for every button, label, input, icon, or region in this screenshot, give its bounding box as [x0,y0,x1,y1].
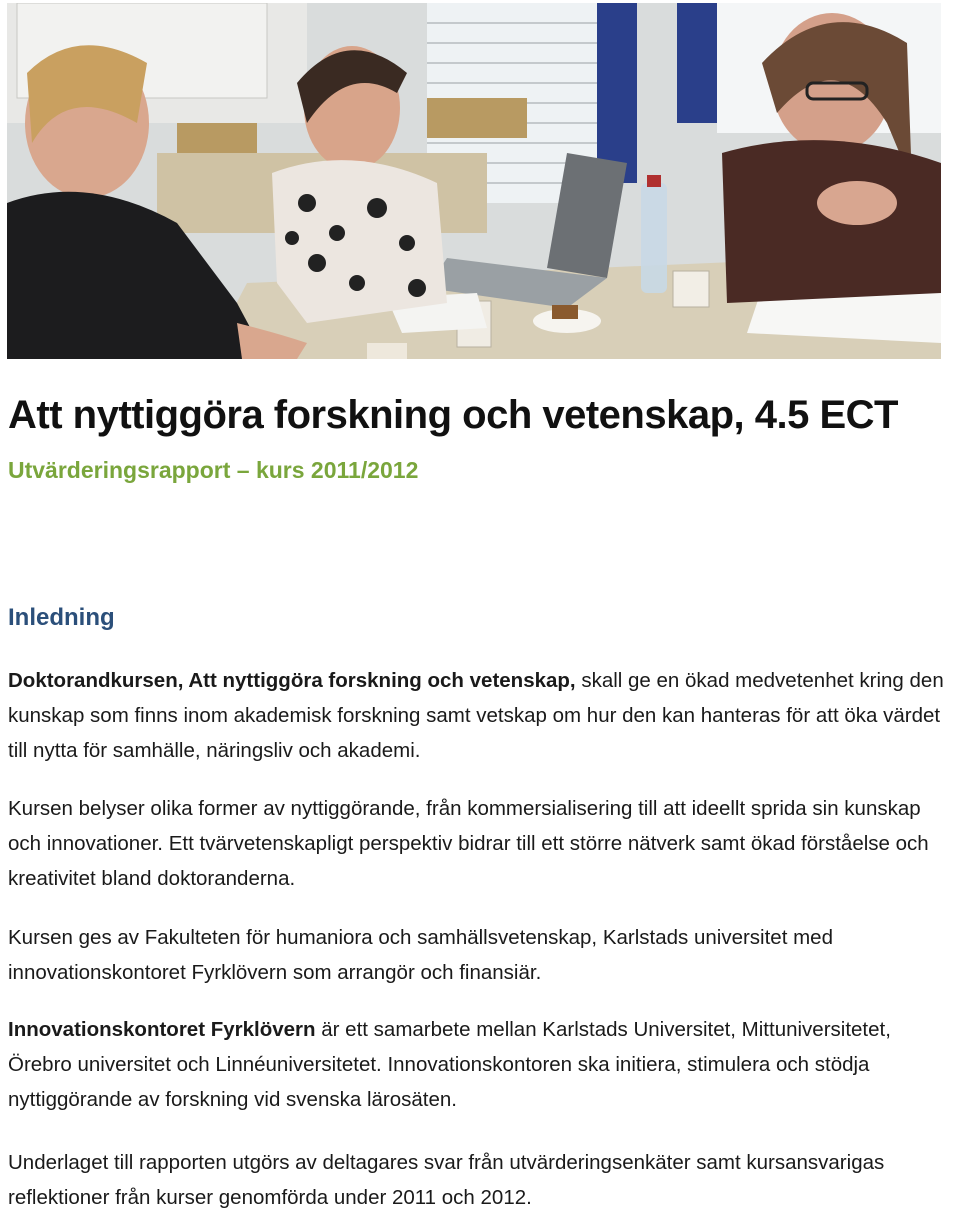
paragraph-intro-text: skall ge en ökad medvetenhet kring den kunskap som finns inom akademisk forskning samt vetskap om hur den kan hanteras för att öka värdet till nytta för samhälle, näringsliv och akademi. [8,669,944,762]
paragraph-course-organizer: Kursen ges av Fakulteten för humaniora och samhällsvetenskap, Karlstads universitet med innovationskontoret Fyrklövern som arrangör och finansiär. [8,926,833,984]
paragraph-report-basis: Underlaget till rapporten utgörs av deltagares svar från utvärderingsenkäter samt kursansvarigas reflektioner från kurser genomförda under 2011 och 2012. [8,1151,885,1209]
section-heading: Inledning [8,604,115,631]
paragraph-innovation-office [8,1012,958,1117]
paragraph-intro-bold: Doktorandkursen, Att nyttiggöra forskning och vetenskap, [8,669,576,692]
document-title: Att nyttiggöra forskning och vetenskap, 4.5 ECT [8,393,898,437]
header-photo [7,3,941,359]
paragraph-intro [8,663,958,768]
paragraph-innovation-office-text: är ett samarbete mellan Karlstads Universitet, Mittuniversitetet, Örebro universitet och Linnéuniversitetet. Innovationskontoren ska initiera, stimulera och stödja nyttiggörande av forskning vid svenska lärosäten. [8,1018,891,1111]
document-subtitle: Utvärderingsrapport – kurs 2011/2012 [8,457,419,483]
paragraph-innovation-office-bold: Innovationskontoret Fyrklövern [8,1018,316,1041]
paragraph-course-forms: Kursen belyser olika former av nyttiggörande, från kommersialisering till att ideellt sprida sin kunskap och innovationer. Ett tvärvetenskapligt perspektiv bidrar till ett större nätverk samt ökad förståelse och kreativitet bland doktoranderna. [8,797,929,890]
